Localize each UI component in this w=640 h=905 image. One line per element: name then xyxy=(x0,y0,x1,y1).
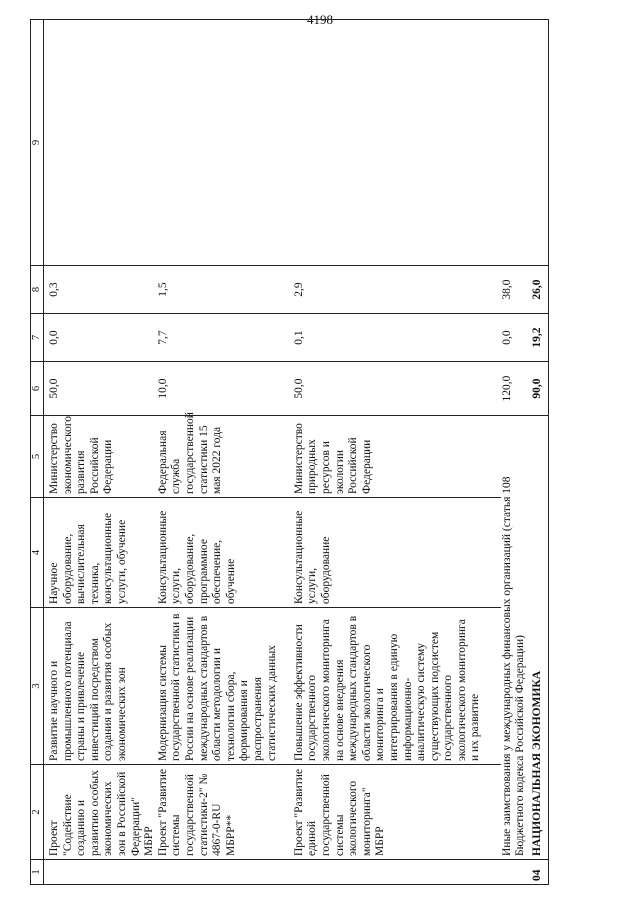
notes xyxy=(293,20,501,266)
executor: Министерство экономического развития Российской Федерации xyxy=(48,416,157,498)
notes xyxy=(157,20,293,266)
section-loan-amount: 90,0 xyxy=(531,362,549,416)
row-code xyxy=(293,860,501,885)
other-borrowings-label: Иные заимствования у международных финансовых организаций (статья 108 Бюджетного кодекса Российской Федерации) xyxy=(501,416,531,860)
project-name: Проект "Развитие системы государственной статистики-2" № 4867-0-RU МБРР** xyxy=(157,765,293,860)
loan-amount: 50,0 xyxy=(293,362,501,416)
executor: Министерство природных ресурсов и экологии Российской Федерации xyxy=(293,416,501,498)
column-number: 8 xyxy=(31,266,44,314)
row-code xyxy=(157,860,293,885)
project-goal: Развитие научного и промышленного потенциала страны и привлечение инвестиций посредством создания и развития особых экономических зон xyxy=(48,608,157,765)
project-name: Проект "Содействие созданию и развитию особых экономических зон в Российской Федерации" МБРР xyxy=(48,765,157,860)
loan-amount: 50,0 xyxy=(48,362,157,416)
loans-table xyxy=(30,19,549,885)
notes xyxy=(48,20,157,266)
planned-amount: 2,9 xyxy=(293,266,501,314)
disbursed-amount: 0,0 xyxy=(48,314,157,362)
section-row xyxy=(531,20,549,885)
loan-amount: 10,0 xyxy=(157,362,293,416)
column-number: 6 xyxy=(31,362,44,416)
other-borrowings-row xyxy=(501,20,531,885)
disbursed-amount: 0,1 xyxy=(293,314,501,362)
column-number: 4 xyxy=(31,498,44,608)
row-code xyxy=(48,860,157,885)
disbursed-amount: 7,7 xyxy=(157,314,293,362)
project-goal: Модернизация системы государственной статистики в России на основе реализации международных стандартов в области методологии и технологии сбора, формирования и распространения статистических данных xyxy=(157,608,293,765)
table-row xyxy=(293,20,501,885)
section-planned-amount: 26,0 xyxy=(531,266,549,314)
other-planned-amount: 38,0 xyxy=(501,266,531,314)
column-number: 5 xyxy=(31,416,44,498)
section-disbursed-amount: 19,2 xyxy=(531,314,549,362)
column-number: 2 xyxy=(31,765,44,860)
procurement-items: Консультационные услуги, оборудование, программное обеспечение, обучение xyxy=(157,498,293,608)
planned-amount: 0,3 xyxy=(48,266,157,314)
section-title: НАЦИОНАЛЬНАЯ ЭКОНОМИКА xyxy=(531,416,549,860)
table-row xyxy=(157,20,293,885)
other-loan-amount: 120,0 xyxy=(501,362,531,416)
column-number: 9 xyxy=(31,20,44,266)
executor: Федеральная служба государственной статистики 15 мая 2022 года xyxy=(157,416,293,498)
planned-amount: 1,5 xyxy=(157,266,293,314)
procurement-items: Научное оборудование, вычислительная техника, консультационные услуги, обучение xyxy=(48,498,157,608)
column-number: 7 xyxy=(31,314,44,362)
other-disbursed-amount: 0,0 xyxy=(501,314,531,362)
procurement-items: Консультационные услуги, оборудование xyxy=(293,498,501,608)
table-row xyxy=(48,20,157,885)
project-name: Проект "Развитие единой государственной системы экологического мониторинга" МБРР xyxy=(293,765,501,860)
rotated-table-page xyxy=(30,15,610,885)
page-number: 4198 xyxy=(307,12,333,27)
column-number: 3 xyxy=(31,608,44,765)
column-numbers-row xyxy=(31,20,44,885)
project-goal: Повышение эффективности государственного экологического мониторинга на основе внедрения международных стандартов в области экологического мониторинга и интегрирования в единую информационно-аналитическую систему существующих подсистем государственного экологического мониторинга и их развитие xyxy=(293,608,501,765)
column-number: 1 xyxy=(31,860,44,885)
section-code: 04 xyxy=(531,860,549,885)
